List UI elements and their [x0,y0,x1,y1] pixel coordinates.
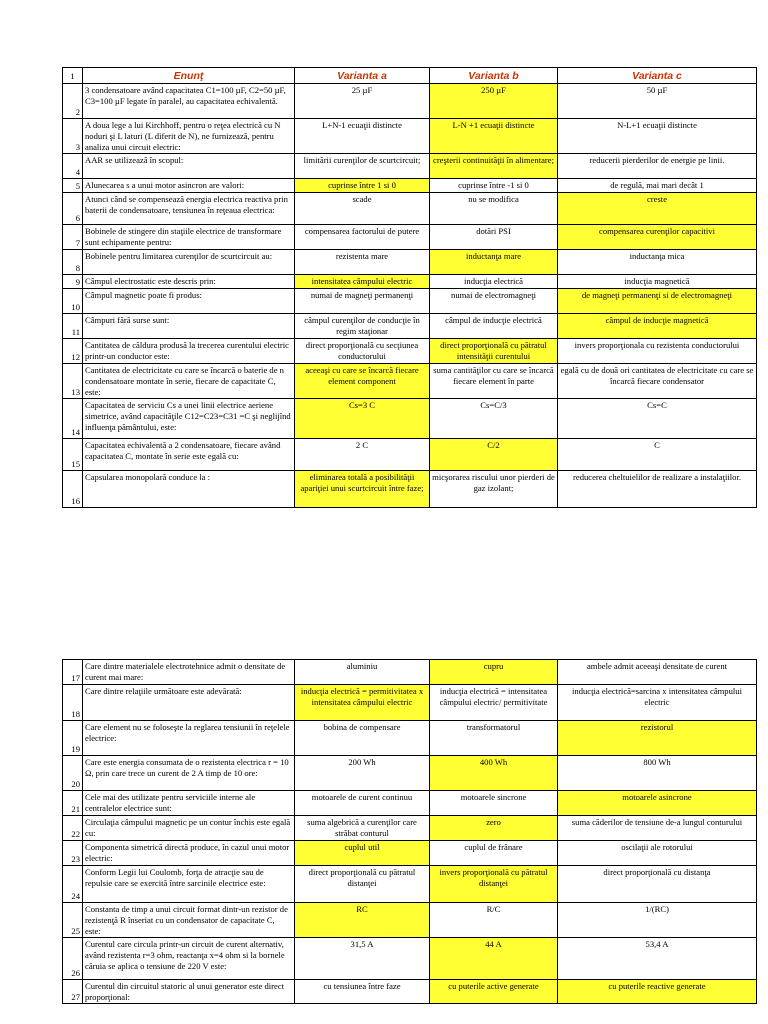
answer-c: egală cu de două ori cantitatea de electricitate cu care se încarcă fiecare condensator [558,364,757,399]
answer-c: câmpul de inducţie magnetică [558,314,757,339]
answer-c: reducerea cheltuielilor de realizare a instalaţiilor. [558,471,757,508]
answer-a: motoarele de curent continuu [295,791,430,816]
table-row [63,980,757,1004]
question-number: 18 [63,685,83,721]
question-number: 8 [63,250,83,275]
question-number: 24 [63,866,83,903]
table-row [63,471,757,508]
answer-c: de regulă, mai mari decât 1 [558,179,757,193]
header-row [63,68,757,84]
question-text: Capsularea monopolară conduce la : [83,471,295,508]
answer-a: RC [295,903,430,938]
question-number: 20 [63,756,83,791]
header-enunt: Enunţ [83,68,295,84]
answer-c: 53,4 A [558,938,757,980]
question-number: 23 [63,841,83,866]
answer-b: cu puterile active generate [430,980,558,1004]
question-number: 13 [63,364,83,399]
answer-b: câmpul de inducţie electrică [430,314,558,339]
table-row [63,903,757,938]
answer-c: rezistorul [558,721,757,756]
table-row [63,721,757,756]
answer-a: cuprinse între 1 si 0 [295,179,430,193]
question-text: Care element nu se foloseşte la reglarea tensiunii în reţelele electrice: [83,721,295,756]
question-text: Care dintre relaţiile următoare este adevărată: [83,685,295,721]
question-number: 21 [63,791,83,816]
question-text: Bobinele pentru limitarea curenţilor de scurtcircuit au: [83,250,295,275]
answer-b: direct proporţională cu pătratul intensităţii curentului [430,339,558,364]
answer-b: 250 µF [430,84,558,119]
question-text: Care este energia consumata de o rezistenta electrica r = 10 Ω, prin care trece un curent de 2 A timp de 10 ore: [83,756,295,791]
answer-b: transformatorul [430,721,558,756]
answer-a: direct proporţională cu pătratul distanţei [295,866,430,903]
answer-c: ambele admit aceeaşi densitate de curent [558,660,757,685]
table-row [63,938,757,980]
answer-b: cuprinse între -1 si 0 [430,179,558,193]
questions-table-bottom [62,659,757,1004]
table-row [63,154,757,179]
answer-c: inducţia magnetică [558,275,757,289]
questions-table-top [62,67,757,508]
answer-b: micşorarea riscului unor pierderi de gaz izolant; [430,471,558,508]
table-row [63,179,757,193]
question-text: Cantitatea de căldura produsă la trecerea curentului electric printr-un conductor este: [83,339,295,364]
question-text: 3 condensatoare având capacitatea C1=100 µF, C2=50 µF, C3=100 µF legate în paralel, au capacitatea echivalentă. [83,84,295,119]
question-text: Alunecarea s a unui motor asincron are valori: [83,179,295,193]
answer-a: bobina de compensare [295,721,430,756]
question-number: 12 [63,339,83,364]
question-text: Câmpul magnetic poate fi produs: [83,289,295,314]
table-row [63,841,757,866]
question-number: 2 [63,84,83,119]
answer-c: 50 µF [558,84,757,119]
answer-b: zero [430,816,558,841]
question-text: Capacitatea de serviciu Cs a unei linii electrice aeriene simetrice, având capacităţile C12=C23=C31 =C şi neglijînd influenţa pământului, este: [83,399,295,439]
table-row [63,275,757,289]
question-number: 27 [63,980,83,1004]
answer-c: inductanţa mica [558,250,757,275]
question-number: 10 [63,289,83,314]
answer-a: intensitatea câmpului electric [295,275,430,289]
question-text: Capacitatea echivalentă a 2 condensatoare, fiecare având capacitatea C, montate în serie este egală cu: [83,439,295,471]
question-number: 7 [63,225,83,250]
answer-c: compensarea curenţilor capacitivi [558,225,757,250]
answer-b: R/C [430,903,558,938]
answer-b: nu se modifica [430,193,558,225]
answer-b: Cs=C/3 [430,399,558,439]
answer-c: creste [558,193,757,225]
table-row [63,866,757,903]
answer-a: Cs=3 C [295,399,430,439]
question-number: 19 [63,721,83,756]
answer-c: direct proporţională cu distanţa [558,866,757,903]
table-row [63,119,757,154]
answer-b: invers proporţională cu pătratul distanţei [430,866,558,903]
answer-a: cuplul util [295,841,430,866]
table-row [63,314,757,339]
answer-a: 2 C [295,439,430,471]
answer-c: suma căderilor de tensiune de-a lungul conturului [558,816,757,841]
answer-a: L+N-1 ecuaţii distincte [295,119,430,154]
answer-b: dotări PSI [430,225,558,250]
answer-a: aluminiu [295,660,430,685]
answer-c: reducerii pierderilor de energie pe linii. [558,154,757,179]
answer-c: oscilaţii ale rotorului [558,841,757,866]
answer-a: 31,5 A [295,938,430,980]
answer-c: C [558,439,757,471]
question-number: 25 [63,903,83,938]
answer-c: invers proporţionala cu rezistenta conductorului [558,339,757,364]
answer-a: compensarea factorului de putere [295,225,430,250]
answer-a: scade [295,193,430,225]
answer-a: limitării curenţilor de scurtcircuit; [295,154,430,179]
table-row [63,250,757,275]
table-row [63,816,757,841]
answer-a: aceeaşi cu care se încarcă fiecare element component [295,364,430,399]
answer-a: câmpul curenţilor de conducţie în regim staţionar [295,314,430,339]
answer-c: motoarele asincrone [558,791,757,816]
question-text: Atunci când se compensează energia electrica reactiva prin baterii de condensatoare, tensiunea în reţeaua electrica: [83,193,295,225]
question-number: 5 [63,179,83,193]
question-number: 11 [63,314,83,339]
answer-b: 44 A [430,938,558,980]
answer-c: de magneţi permanenţi si de electromagneţi [558,289,757,314]
question-text: Bobinele de stingere din staţiile electrice de transformare sunt echipamente pentru: [83,225,295,250]
answer-c: cu puterile reactive generate [558,980,757,1004]
question-number: 9 [63,275,83,289]
answer-b: suma cantităţilor cu care se încarcă fiecare element în parte [430,364,558,399]
header-number: 1 [63,68,83,84]
question-number: 14 [63,399,83,439]
answer-b: 400 Wh [430,756,558,791]
question-text: Curentul care circula printr-un circuit de curent alternativ, având rezistenta r=3 ohm, reactanţa x=4 ohm si la bornele căruia se aplica o tensiune de 220 V este: [83,938,295,980]
answer-a: eliminarea totală a posibilităţii apariţiei unui scurtcircuit între faze; [295,471,430,508]
answer-a: rezistenta mare [295,250,430,275]
answer-a: suma algebrică a curenţilor care străbat conturul [295,816,430,841]
table-row [63,289,757,314]
answer-a: 25 µF [295,84,430,119]
answer-c: 800 Wh [558,756,757,791]
header-varianta-b: Varianta b [430,68,558,84]
answer-c: N-L+1 ecuaţii distincte [558,119,757,154]
table-row [63,339,757,364]
table-row [63,685,757,721]
question-text: Constanta de timp a unui circuit format dintr-un rezistor de rezistenţă R înseriat cu un condensator de capacitate C, este: [83,903,295,938]
header-varianta-c: Varianta c [558,68,757,84]
question-number: 3 [63,119,83,154]
question-number: 22 [63,816,83,841]
table-row [63,660,757,685]
answer-b: numai de electromagneţi [430,289,558,314]
answer-b: inductanţa mare [430,250,558,275]
question-text: Câmpuri fără surse sunt: [83,314,295,339]
answer-b: L-N +1 ecuaţii distincte [430,119,558,154]
question-text: Curentul din circuitul statoric al unui generator este direct proporţional: [83,980,295,1004]
question-number: 17 [63,660,83,685]
header-varianta-a: Varianta a [295,68,430,84]
table-row [63,756,757,791]
answer-b: creşterii continuităţii în alimentare; [430,154,558,179]
answer-c: inducţia electrică=sarcina x intensitatea câmpului electric [558,685,757,721]
question-text: AAR se utilizează în scopul: [83,154,295,179]
question-number: 15 [63,439,83,471]
answer-c: Cs=C [558,399,757,439]
question-number: 4 [63,154,83,179]
answer-b: cuplul de frânare [430,841,558,866]
answer-b: cupru [430,660,558,685]
answer-b: motoarele sincrone [430,791,558,816]
answer-b: inducţia electrică [430,275,558,289]
question-text: Circulaţia câmpului magnetic pe un contur închis este egală cu: [83,816,295,841]
table-row [63,399,757,439]
table-row [63,791,757,816]
answer-c: 1/(RC) [558,903,757,938]
table-row [63,439,757,471]
question-number: 16 [63,471,83,508]
answer-a: numai de magneţi permanenţi [295,289,430,314]
question-text: A doua lege a lui Kirchhoff, pentru o reţea electrică cu N noduri şi L laturi (L diferit de N), ne furnizează, pentru analiza unui circuit electric: [83,119,295,154]
question-number: 26 [63,938,83,980]
question-text: Câmpul electrostatic este descris prin: [83,275,295,289]
table-row [63,193,757,225]
answer-a: inducţia electrică = permitivitatea x intensitatea câmpului electric [295,685,430,721]
table-row [63,84,757,119]
question-text: Componenta simetrică directă produce, în cazul unui motor electric: [83,841,295,866]
table-row [63,225,757,250]
question-number: 6 [63,193,83,225]
question-text: Conform Legii lui Coulomb, forţa de atracţie sau de repulsie care se exercită între sarcinile electrice este: [83,866,295,903]
answer-a: direct proporţională cu secţiunea conductorului [295,339,430,364]
answer-a: 200 Wh [295,756,430,791]
question-text: Cele mai des utilizate pentru serviciile interne ale centralelor electrice sunt: [83,791,295,816]
answer-b: inducţia electrică = intensitatea câmpului electric/ permitivitate [430,685,558,721]
question-text: Cantitatea de electricitate cu care se încarcă o baterie de n condensatoare montate în serie, fiecare de capacitate C, este: [83,364,295,399]
question-text: Care dintre materialele electrotehnice admit o densitate de curent mai mare: [83,660,295,685]
answer-b: C/2 [430,439,558,471]
answer-a: cu tensiunea între faze [295,980,430,1004]
table-row [63,364,757,399]
